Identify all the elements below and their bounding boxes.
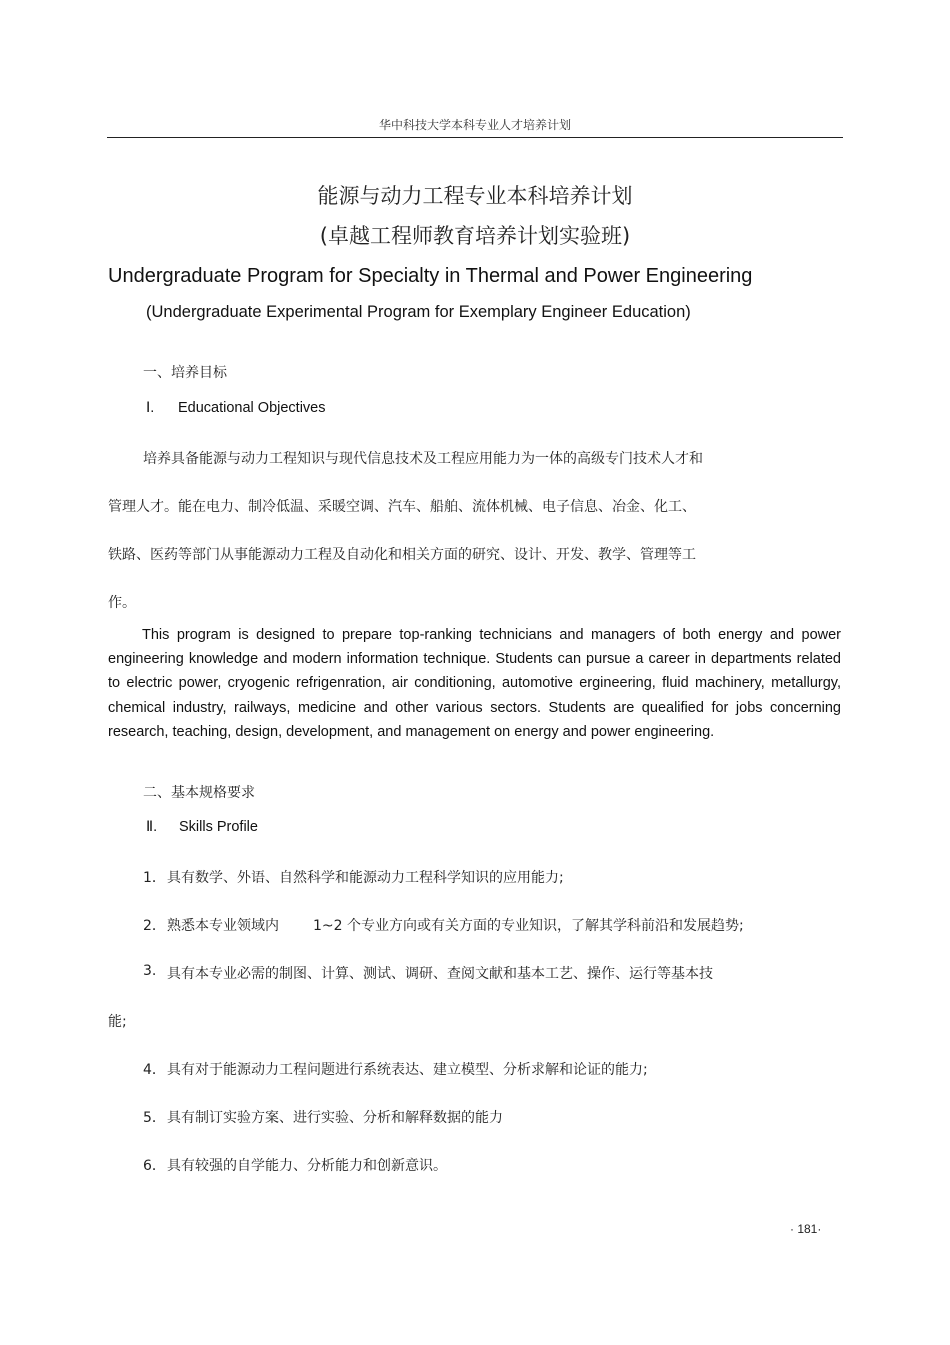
skill-item-4-num: 4． [143,1062,166,1078]
skill-item-3-num: 3. [143,963,157,979]
skill-item-5: 具有制订实验方案、进行实验、分析和解释数据的能力 [167,1110,503,1126]
objective-en-text: This program is designed to prepare top-ranking technicians and managers of both energy and power engineering knowledge and modern information technique. Students can pursue a career in departments related to electric power, cryogenic refrigenration, air conditioning, automotive ergineering, fluid machinery, metallurgy, chemical industry, railways, medicine and other various sectors. Students are quealified for jobs concerning research, teaching, design, development, and management on energy and power engineering. [108,627,841,740]
skill-item-3: 具有本专业必需的制图、计算、测试、调研、查阅文献和基本工艺、操作、运行等基本技 [167,966,713,982]
skill-item-6-num: 6． [143,1158,166,1174]
header-rule [107,137,843,138]
objective-cn-line: 管理人才。能在电力、制冷低温、采暖空调、汽车、船舶、流体机械、电子信息、冶金、化工、 [108,499,696,515]
objective-cn-line: 铁路、医药等部门从事能源动力工程及自动化和相关方面的研究、设计、开发、教学、管理等工 [108,547,696,563]
page-number: · 181· [790,1222,822,1236]
section1-heading-cn: 一、培养目标 [143,365,227,381]
skill-item-5-num: 5． [143,1110,166,1126]
title-en: Undergraduate Program for Specialty in Thermal and Power Engineering [108,265,753,287]
section1-numeral: Ⅰ. [146,400,155,416]
skill-item-2: 熟悉本专业领域内 [167,918,279,934]
section2-numeral: Ⅱ. [146,819,158,835]
skill-item-4: 具有对于能源动力工程问题进行系统表达、建立模型、分析求解和论证的能力; [167,1062,648,1078]
title-cn: 能源与动力工程专业本科培养计划 [317,184,633,208]
running-header: 华中科技大学本科专业人才培养计划 [378,118,571,132]
skill-item-2-num: 2． [143,918,166,934]
objective-en-paragraph [108,623,841,744]
objective-cn-line: 作。 [108,595,136,611]
subtitle-cn: (卓越工程师教育培养计划实验班) [319,224,631,248]
objective-cn-line: 培养具备能源与动力工程知识与现代信息技术及工程应用能力为一体的高级专门技术人才和 [143,451,703,467]
skill-item-6: 具有较强的自学能力、分析能力和创新意识。 [167,1158,447,1174]
section2-heading-en: Skills Profile [179,819,258,835]
skill-item-1: 具有数学、外语、自然科学和能源动力工程科学知识的应用能力; [167,870,564,886]
skill-item-1-num: 1． [143,870,166,886]
skill-item-3-wrap: 能; [108,1014,127,1030]
section1-heading-en: Educational Objectives [178,400,326,416]
skill-item-2-cont: 1~2 个专业方向或有关方面的专业知识，了解其学科前沿和发展趋势; [313,918,744,934]
subtitle-en: (Undergraduate Experimental Program for Exemplary Engineer Education) [146,303,691,321]
section2-heading-cn: 二、基本规格要求 [143,785,255,801]
